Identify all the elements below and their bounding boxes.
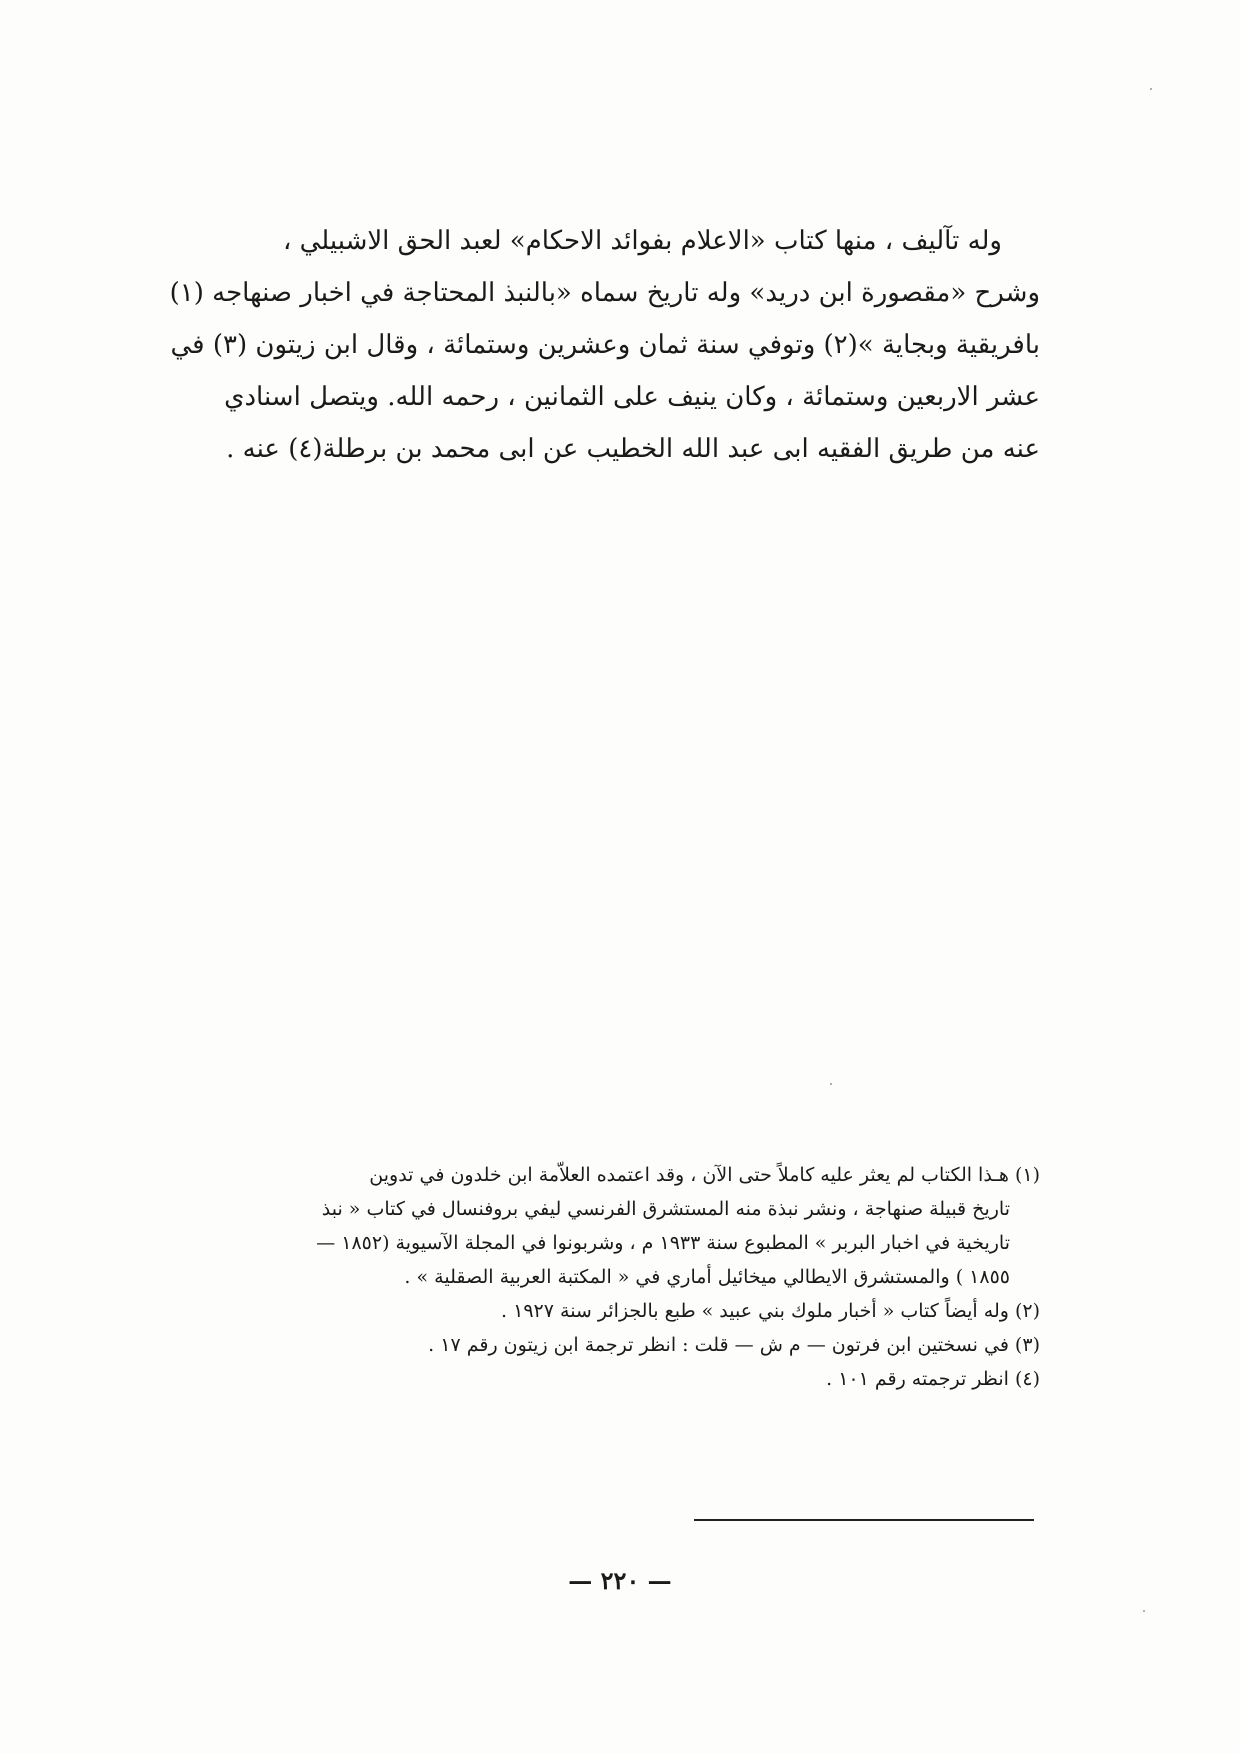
- main-paragraph: [169, 215, 1040, 475]
- paragraph-line: عشر الاربعين وستمائة ، وكان ينيف على الثمانين ، رحمه الله. ويتصل اسنادي: [224, 382, 1040, 412]
- paragraph-line: بافريقية وبجاية »(٢) وتوفي سنة ثمان وعشرين وستمائة ، وقال ابن زيتون (٣) في: [170, 330, 1040, 360]
- footnote-2: (٢) وله أيضاً كتاب « أخبار ملوك بني عبيد » طبع بالجزائر سنة ١٩٢٧ .: [501, 1300, 1040, 1322]
- page-number: — ٢٢٠ —: [568, 1566, 672, 1595]
- paragraph-line: عنه من طريق الفقيه ابى عبد الله الخطيب عن ابى محمد بن برطلة(٤) عنه .: [226, 434, 1040, 464]
- footnote-1: (١) هـذا الكتاب لم يعثر عليه كاملاً حتى الآن ، وقد اعتمده العلاّمة ابن خلدون في تدوين: [369, 1164, 1040, 1186]
- footnote-1-continuation: تاريخية في اخبار البربر » المطبوع سنة ١٩٣٣ م ، وشربونوا في المجلة الآسيوية (١٨٥٢ —: [316, 1232, 1010, 1254]
- paragraph-line: وشرح «مقصورة ابن دريد» وله تاريخ سماه «بالنبذ المحتاجة في اخبار صنهاجه (١): [169, 278, 1040, 308]
- footnote-1-continuation: ١٨٥٥ ) والمستشرق الايطالي ميخائيل أماري في « المكتبة العربية الصقلية » .: [404, 1266, 1010, 1288]
- paper-speck: [1150, 88, 1152, 90]
- footnote-1-continuation: تاريخ قبيلة صنهاجة ، ونشر نبذة منه المستشرق الفرنسي ليفي بروفنسال في كتاب « نبذ: [321, 1198, 1010, 1220]
- footnote-4: (٤) انظر ترجمته رقم ١٠١ .: [826, 1368, 1040, 1390]
- footnotes: [178, 1158, 1040, 1396]
- footnote-3: (٣) في نسختين ابن فرتون — م ش — قلت : انظر ترجمة ابن زيتون رقم ١٧ .: [428, 1334, 1040, 1356]
- footnote-separator-rule: [694, 1519, 1034, 1521]
- paper-speck: [830, 1083, 832, 1085]
- paragraph-line: وله تآليف ، منها كتاب «الاعلام بفوائد الاحكام» لعبد الحق الاشبيلي ،: [282, 226, 1002, 256]
- paper-speck: [1143, 1610, 1145, 1612]
